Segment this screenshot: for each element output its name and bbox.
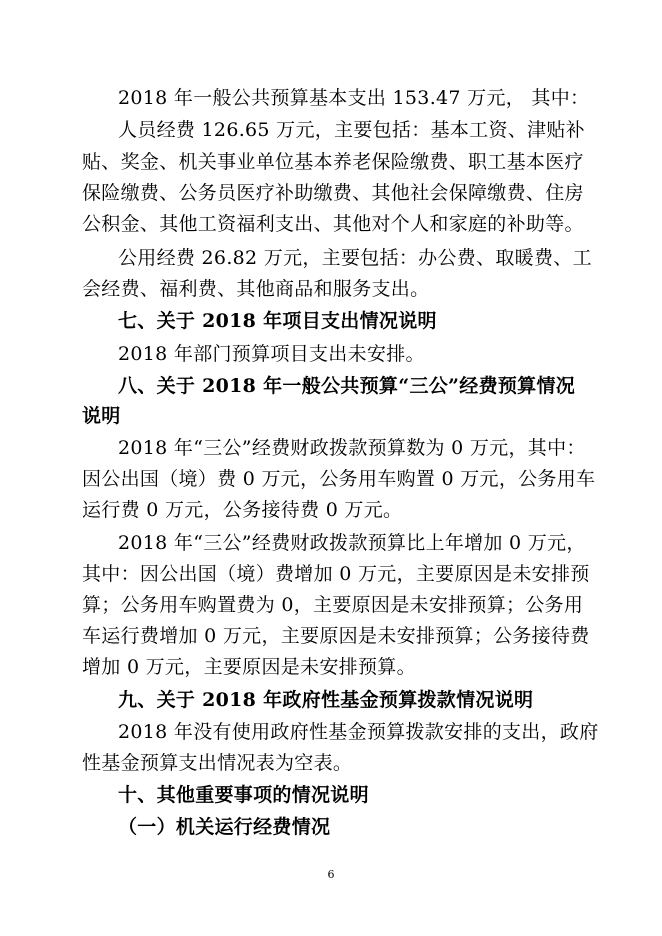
three-public-change-line-4: 车运行费增加 0 万元，主要原因是未安排预算；公务接待费 <box>82 625 590 647</box>
three-public-change-line-1: 2018 年“三公”经费财政拨款预算比上年增加 0 万元， <box>118 532 586 554</box>
public-cost-line-2: 会经费、福利费、其他商品和服务支出。 <box>82 278 430 300</box>
section-8-heading-line-2: 说明 <box>82 405 121 427</box>
page-number: 6 <box>327 868 335 881</box>
personnel-cost-line-2: 贴、奖金、机关事业单位基本养老保险缴费、职工基本医疗 <box>82 151 584 173</box>
section-9-text-line-1: 2018 年没有使用政府性基金预算拨款安排的支出，政府 <box>118 721 599 743</box>
subsection-1-heading: （一）机关运行经费情况 <box>118 816 331 838</box>
personnel-cost-line-4: 公积金、其他工资福利支出、其他对个人和家庭的补助等。 <box>82 213 584 235</box>
section-7-heading: 七、关于 2018 年项目支出情况说明 <box>118 310 437 332</box>
three-public-change-line-2: 其中：因公出国（境）费增加 0 万元，主要原因是未安排预 <box>82 563 590 585</box>
section-10-heading: 十、其他重要事项的情况说明 <box>118 784 369 806</box>
section-8-heading-line-1: 八、关于 2018 年一般公共预算“三公”经费预算情况 <box>118 375 576 397</box>
public-cost-line-1: 公用经费 26.82 万元，主要包括：办公费、取暖费、工 <box>118 247 592 269</box>
section-9-text-line-2: 性基金预算支出情况表为空表。 <box>82 752 353 774</box>
basic-expenditure-line: 2018 年一般公共预算基本支出 153.47 万元， 其中： <box>118 87 590 109</box>
personnel-cost-line-1: 人员经费 126.65 万元，主要包括：基本工资、津贴补 <box>118 119 585 141</box>
personnel-cost-line-3: 保险缴费、公务员医疗补助缴费、其他社会保障缴费、住房 <box>82 182 584 204</box>
three-public-change-line-3: 算；公务用车购置费为 0，主要原因是未安排预算；公务用 <box>82 594 584 616</box>
three-public-budget-line-3: 运行费 0 万元，公务接待费 0 万元。 <box>82 499 403 521</box>
three-public-budget-line-1: 2018 年“三公”经费财政拨款预算数为 0 万元，其中： <box>118 437 586 459</box>
section-7-text: 2018 年部门预算项目支出未安排。 <box>118 343 425 365</box>
section-9-heading: 九、关于 2018 年政府性基金预算拨款情况说明 <box>118 689 534 711</box>
three-public-budget-line-2: 因公出国（境）费 0 万元，公务用车购置 0 万元，公务用车 <box>82 468 596 490</box>
three-public-change-line-5: 增加 0 万元，主要原因是未安排预算。 <box>82 656 416 678</box>
